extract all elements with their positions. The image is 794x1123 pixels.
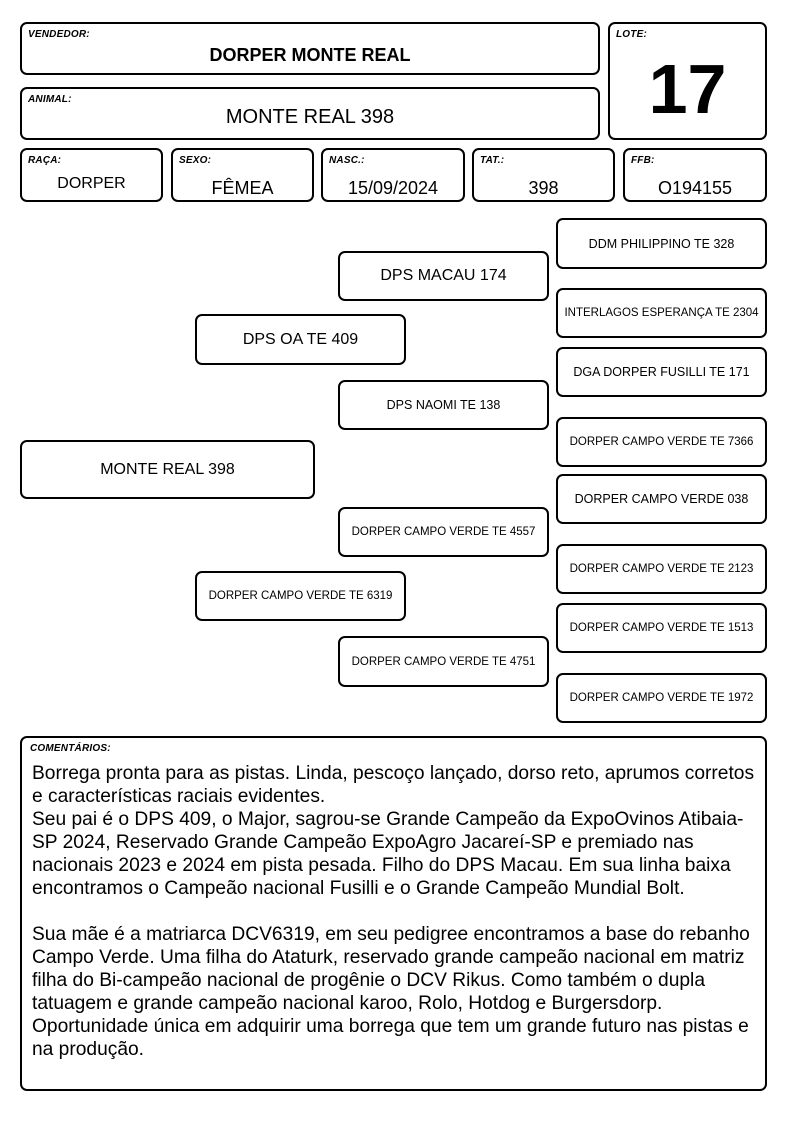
pedigree-sire-dam: DPS NAOMI TE 138 [338,380,549,430]
vendedor-value: DORPER MONTE REAL [209,45,411,65]
animal-label: ANIMAL: [28,94,72,105]
pedigree-ggp-5: DORPER CAMPO VERDE 038 [556,474,767,524]
pedigree-sire: DPS OA TE 409 [195,314,406,365]
pedigree-animal: MONTE REAL 398 [20,440,315,499]
sexo-label: SEXO: [179,155,212,166]
tat-value: 398 [528,178,559,198]
sexo-box [171,148,314,202]
raca-label: RAÇA: [28,155,62,166]
comments-text: Borrega pronta para as pistas. Linda, pescoço lançado, dorso reto, aprumos corretos e características raciais evidentes. Seu pai é o DPS 409, o Major, sagrou-se Grande Campeão da ExpoOvinos Atibaia-SP 2024, Reservado Grande Campeão ExpoAgro Jacareí-SP e premiado nas nacionais 2023 e 2024 em pista pesada. Filho do DPS Macau. Em sua linha baixa encontramos o Campeão nacional Fusilli e o Grande Campeão Mundial Bolt. Sua mãe é a matriarca DCV6319, em seu pedigree encontramos a base do rebanho Campo Verde. Uma filha do Ataturk, reservado grande campeão nacional em matriz filha do Bi-campeão nacional de progênie o DCV Rikus. Como também o dupla tatuagem e grande campeão nacional karoo, Rolo, Hotdog e Burgersdorp. Oportunidade única em adquirir uma borrega que tem um grande futuro nas pistas e na produção. [32,763,755,1060]
pedigree-ggp-4: DORPER CAMPO VERDE TE 7366 [556,417,767,467]
raca-value: DORPER [57,175,126,192]
pedigree-ggp-7: DORPER CAMPO VERDE TE 1513 [556,603,767,653]
tat-box [472,148,615,202]
ffb-value: O194155 [657,178,733,198]
pedigree-sire-sire: DPS MACAU 174 [338,251,549,301]
nasc-value: 15/09/2024 [347,178,439,198]
pedigree-ggp-1: DDM PHILIPPINO TE 328 [556,218,767,269]
pedigree-ggp-3: DGA DORPER FUSILLI TE 171 [556,347,767,397]
pedigree-ggp-6: DORPER CAMPO VERDE TE 2123 [556,544,767,594]
pedigree-dam: DORPER CAMPO VERDE TE 6319 [195,571,406,621]
pedigree-ggp-8: DORPER CAMPO VERDE TE 1972 [556,673,767,723]
nasc-box [321,148,465,202]
nasc-label: NASC.: [329,155,365,166]
pedigree-dam-dam: DORPER CAMPO VERDE TE 4751 [338,636,549,687]
ffb-label: FFB: [631,155,655,166]
raca-box [20,148,163,202]
animal-value: MONTE REAL 398 [225,106,395,128]
lote-label: LOTE: [616,29,647,40]
ffb-box [623,148,767,202]
vendedor-box [20,22,600,75]
comments-label: COMENTÁRIOS: [30,743,111,754]
vendedor-label: VENDEDOR: [28,29,90,40]
tat-label: TAT.: [480,155,505,166]
pedigree-ggp-2: INTERLAGOS ESPERANÇA TE 2304 [556,288,767,338]
pedigree-dam-sire: DORPER CAMPO VERDE TE 4557 [338,507,549,557]
lote-box [608,22,767,140]
animal-box [20,87,600,140]
lote-value: 17 [648,50,727,128]
comments-box [20,736,767,1091]
sexo-value: FÊMEA [211,178,274,198]
